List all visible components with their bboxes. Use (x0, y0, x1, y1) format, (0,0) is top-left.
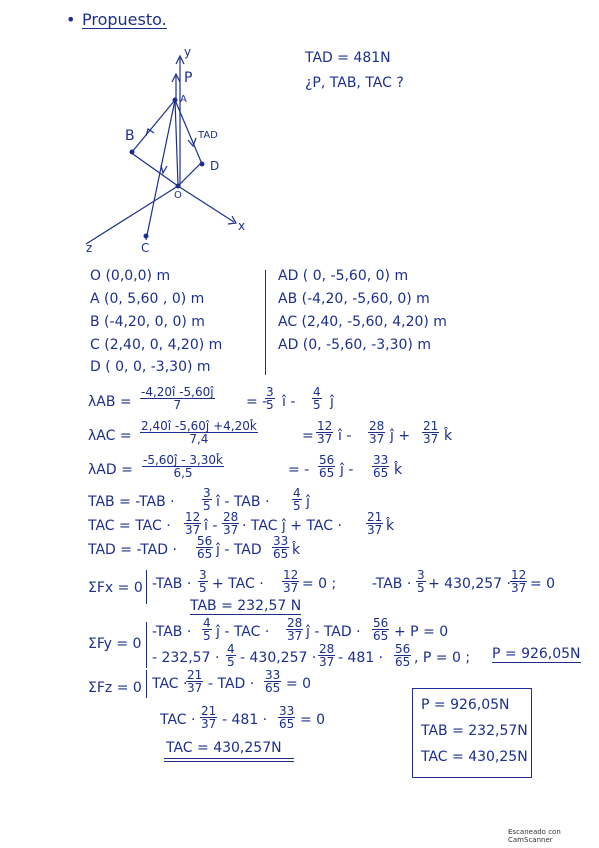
lambda-ac-mid: î - (338, 428, 352, 444)
cable-ab (132, 100, 175, 152)
coord-d: D ( 0, 0, -3,30) m (90, 359, 211, 375)
tac-frac1: $\frac{12}{37}$ (185, 510, 201, 537)
sum-fx-a: -TAB · (152, 576, 192, 592)
point-b (130, 150, 135, 155)
tad-frac1: $\frac{56}{65}$ (197, 534, 213, 561)
tac-frac2: $\frac{28}{37}$ (223, 510, 239, 537)
sum-fx-b: + TAC · (212, 576, 264, 592)
cable-ac (146, 100, 175, 240)
sum-fz-frac4: $\frac{33}{65}$ (279, 704, 295, 731)
sum-fy-f: - 430,257 · (240, 650, 317, 666)
sum-fy-frac2: $\frac{28}{37}$ (287, 616, 303, 643)
lambda-ad-frac2: $\frac{56}{65}$ (319, 453, 335, 480)
tac-arrow (161, 165, 167, 173)
sum-fx-e: + 430,257 · (428, 576, 511, 592)
lambda-ac-frac3: $\frac{28}{37}$ (369, 419, 385, 446)
coord-a: A (0, 5,60 , 0) m (90, 291, 205, 307)
sum-fy-frac6: $\frac{56}{65}$ (395, 642, 411, 669)
ad-line (178, 164, 200, 186)
sum-fy-frac3: $\frac{56}{65}$ (373, 616, 389, 643)
final-tac: TAC = 430,25N (421, 749, 528, 765)
z-axis-line (86, 186, 178, 244)
tad-frac2: $\frac{33}{65}$ (273, 534, 289, 561)
result-tac: TAC = 430,257N (166, 740, 282, 756)
label-x: x (238, 219, 246, 233)
tac-mid: î - (204, 518, 218, 534)
results-box (412, 688, 532, 778)
sum-fz-frac2: $\frac{33}{65}$ (265, 668, 281, 695)
lambda-ad-mid: ĵ - (340, 462, 354, 478)
given-tad: TAD = 481N (305, 50, 391, 66)
sum-fx-label: ΣFx = 0 (88, 580, 143, 596)
sum-fz-a: TAC · (152, 676, 188, 692)
vector-ac: AC (2,40, -5,60, 4,20) m (278, 314, 447, 330)
point-d (200, 162, 205, 167)
result-tac-underline-2 (164, 761, 294, 762)
label-a: A (180, 94, 187, 105)
sum-fy-frac1: $\frac{4}{5}$ (203, 616, 211, 643)
label-y: y (184, 45, 192, 59)
sum-fz-label: ΣFz = 0 (88, 680, 142, 696)
sum-fx-frac2: $\frac{12}{37}$ (283, 568, 299, 595)
sum-fx-frac1: $\frac{3}{5}$ (199, 568, 207, 595)
sum-fy-h: , P = 0 ; (414, 650, 471, 666)
coord-b: B (-4,20, 0, 0) m (90, 314, 205, 330)
vector-ad-1: AD ( 0, -5,60, 0) m (278, 268, 409, 284)
lambda-ad-eq: = - (288, 462, 310, 478)
label-z: z (86, 241, 93, 255)
lambda-ac-label: λAC = (88, 428, 132, 444)
label-b: B (125, 128, 135, 144)
lambda-ab-end: ĵ (330, 394, 334, 410)
tab-end: ĵ (306, 494, 310, 510)
tab-frac2: $\frac{4}{5}$ (293, 486, 301, 513)
vector-ad-2: AD (0, -5,60, -3,30) m (278, 337, 431, 353)
lambda-ab-eq: = - (246, 394, 268, 410)
scanner-footer: Escaneado con CamScanner (508, 828, 561, 844)
x-axis-line (178, 186, 234, 222)
final-tab: TAB = 232,57N (421, 723, 528, 739)
lambda-ad-label: λAD = (88, 462, 133, 478)
sum-fz-f: = 0 (300, 712, 326, 728)
tac-lhs: TAC = TAC · (88, 518, 171, 534)
point-a (173, 98, 178, 103)
lambda-ad-frac1: $\frac{-5,60ĵ - 3,30k̂}{6,5}$ (143, 453, 224, 480)
sum-fy-frac4: $\frac{4}{5}$ (227, 642, 235, 669)
sum-fz-frac3: $\frac{21}{37}$ (201, 704, 217, 731)
tab-frac1: $\frac{3}{5}$ (203, 486, 211, 513)
sum-fy-a: -TAB · (152, 624, 192, 640)
sum-fy-c: ĵ - TAD · (306, 624, 361, 640)
sum-fy-label: ΣFy = 0 (88, 636, 142, 652)
tac-mid2: · TAC ĵ + TAC · (242, 518, 342, 534)
sum-fx-frac4: $\frac{12}{37}$ (511, 568, 527, 595)
ab-line (130, 152, 178, 186)
sum-fy-g: - 481 · (338, 650, 384, 666)
tab-lhs: TAB = -TAB · (88, 494, 175, 510)
sum-fx-f: = 0 (530, 576, 556, 592)
question: ¿P, TAB, TAC ? (305, 75, 404, 91)
lambda-ac-frac2: $\frac{12}{37}$ (317, 419, 333, 446)
sum-fx-d: -TAB · (372, 576, 412, 592)
sum-fx-bar (146, 570, 147, 604)
lambda-ac-mid2: ĵ + (390, 428, 411, 444)
lambda-ad-frac3: $\frac{33}{65}$ (373, 453, 389, 480)
coord-o: O (0,0,0) m (90, 268, 171, 284)
sum-fz-d: TAC · (160, 712, 196, 728)
coords-divider (265, 270, 266, 375)
label-d: D (210, 159, 220, 173)
cable-ao (175, 100, 178, 185)
label-o: O (174, 190, 182, 201)
sum-fx-frac3: $\frac{3}{5}$ (417, 568, 425, 595)
lambda-ab-mid: î - (282, 394, 296, 410)
sum-fz-frac1: $\frac{21}{37}$ (187, 668, 203, 695)
label-p: P (184, 70, 193, 86)
lambda-ab-label: λAB = (88, 394, 132, 410)
vector-ab: AB (-4,20, -5,60, 0) m (278, 291, 430, 307)
tac-end: k̂ (386, 518, 395, 534)
sum-fz-bar (146, 670, 147, 698)
lambda-ac-end: k̂ (444, 428, 453, 444)
sum-fz-c: = 0 (286, 676, 312, 692)
tad-mid: ĵ - TAD (216, 542, 262, 558)
lambda-ab-frac3: $\frac{4}{5}$ (313, 385, 321, 412)
sum-fy-e: - 232,57 · (152, 650, 220, 666)
result-tac-underline-1 (164, 758, 294, 759)
sum-fy-b: ĵ - TAC · (216, 624, 270, 640)
point-c (144, 234, 149, 239)
sum-fy-d: + P = 0 (394, 624, 449, 640)
label-tad: TAD (198, 130, 218, 141)
tab-mid: î - TAB · (216, 494, 270, 510)
sum-fy-bar (146, 622, 147, 668)
final-p: P = 926,05N (421, 697, 510, 713)
label-c: C (141, 241, 150, 255)
sum-fy-frac5: $\frac{28}{37}$ (319, 642, 335, 669)
coord-c: C (2,40, 0, 4,20) m (90, 337, 223, 353)
lambda-ab-frac2: $\frac{3}{5}$ (266, 385, 274, 412)
sum-fx-c: = 0 ; (302, 576, 337, 592)
x-axis-arrow (228, 216, 236, 224)
tad-end: k̂ (292, 542, 301, 558)
tab-arrow (146, 129, 154, 136)
bullet: • (66, 10, 76, 29)
result-p: P = 926,05N (492, 646, 581, 662)
result-tab: TAB = 232,57 N (190, 598, 302, 614)
tac-frac3: $\frac{21}{37}$ (367, 510, 383, 537)
sum-fz-e: - 481 · (222, 712, 268, 728)
page-title: Propuesto. (82, 10, 167, 29)
lambda-ac-frac4: $\frac{21}{37}$ (423, 419, 439, 446)
sum-fz-b: - TAD · (208, 676, 255, 692)
tad-lhs: TAD = -TAD · (88, 542, 177, 558)
lambda-ac-eq: = (302, 428, 314, 444)
lambda-ab-frac1: $\frac{-4,20î -5,60ĵ}{7}$ (141, 385, 214, 412)
lambda-ad-end: k̂ (394, 462, 403, 478)
lambda-ac-frac1: $\frac{2,40î -5,60ĵ +4,20k̂}{7,4}$ (141, 419, 257, 446)
